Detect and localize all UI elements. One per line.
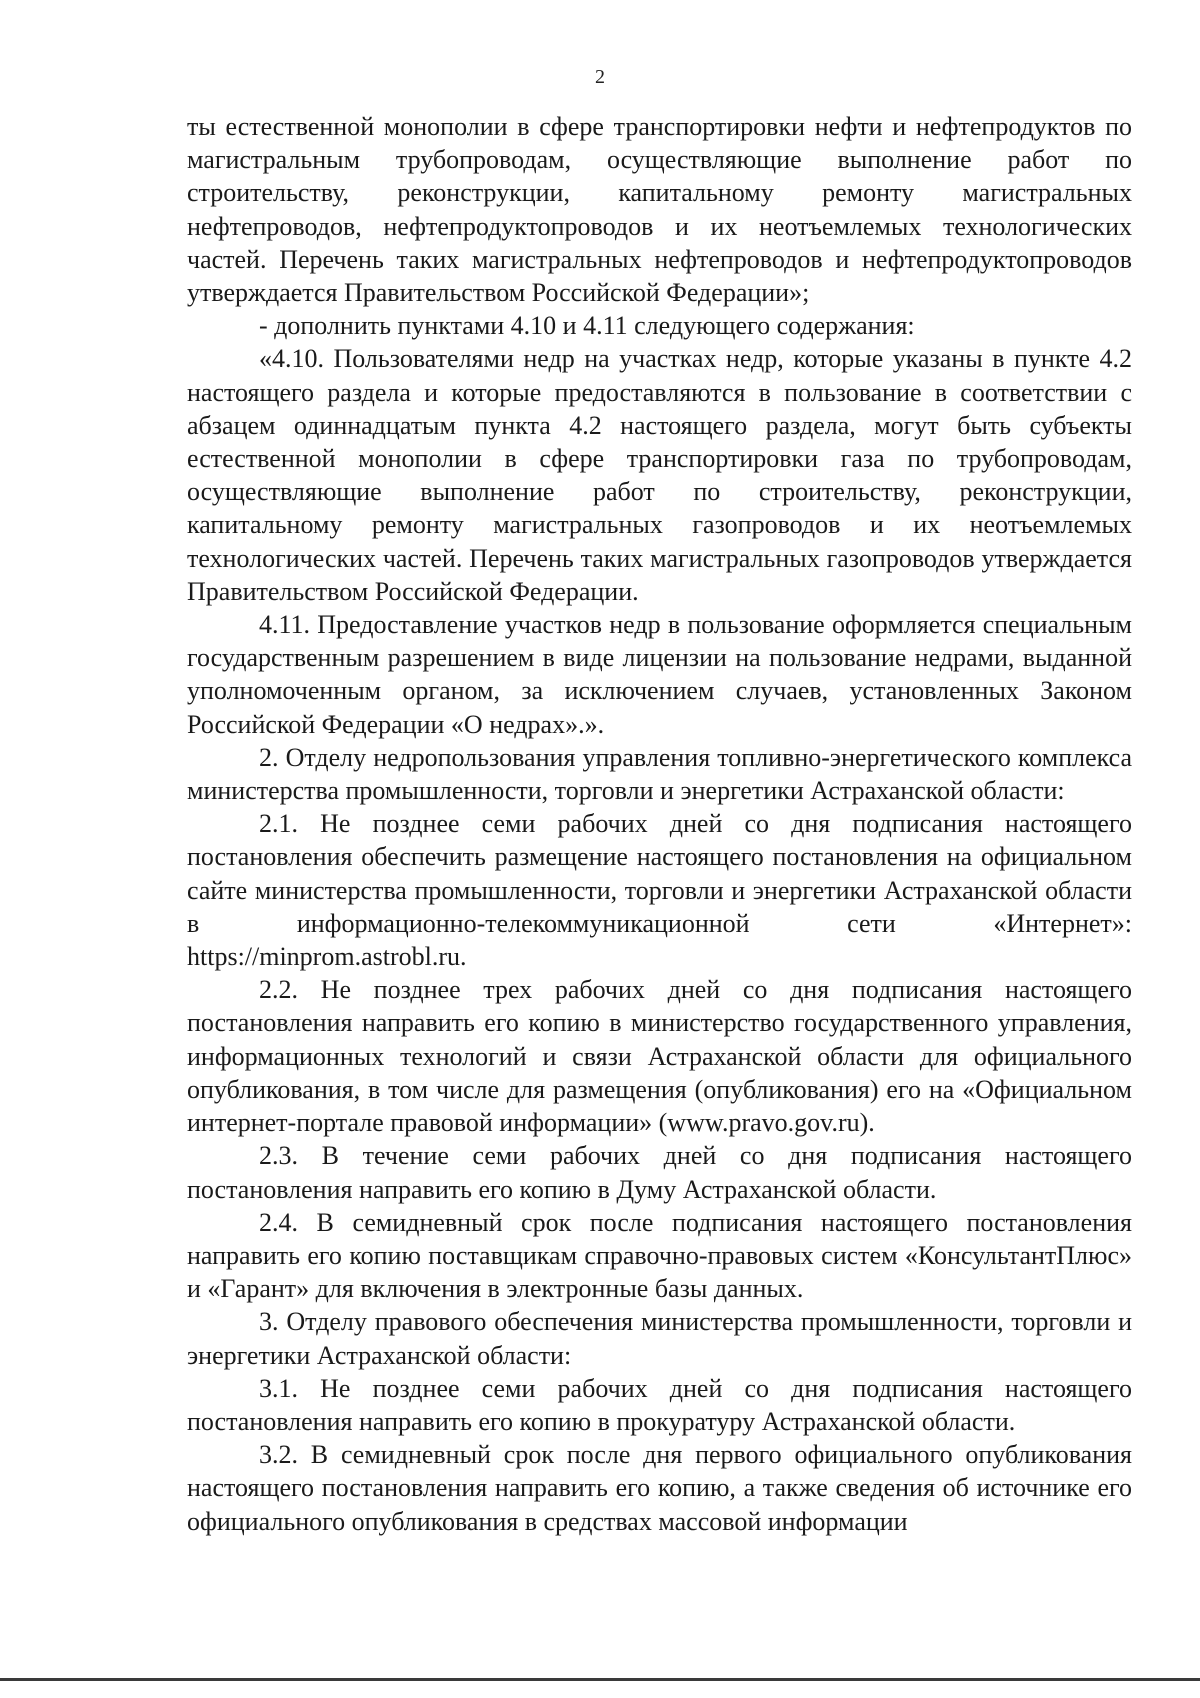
- paragraph-continuation: ты естественной монополии в сфере транспортировки нефти и нефтепродуктов по магистральным трубопроводам, осуществляющие выполнение работ по строительству, реконструкции, капитальному ремонту магистральных нефтепроводов, нефтепродуктопроводов и их неотъемлемых технологических частей. Перечень таких магистральных нефтепроводов и нефтепродуктопроводов утверждается Правительством Российской Федерации»;: [187, 112, 1132, 308]
- paragraph-amendment-intro: - дополнить пунктами 4.10 и 4.11 следующего содержания:: [259, 311, 915, 341]
- paragraph-3-1: 3.1. Не позднее семи рабочих дней со дня подписания настоящего постановления направить его копию в прокуратуру Астраханской области.: [187, 1373, 1132, 1436]
- paragraph-2: 2. Отделу недропользования управления топливно-энергетического комплекса министерства промышленности, торговли и энергетики Астраханской области:: [187, 742, 1132, 806]
- paragraph-3: 3. Отделу правового обеспечения министерства промышленности, торговли и энергетики Астраханской области:: [187, 1307, 1132, 1370]
- paragraph-2-4: 2.4. В семидневный срок после подписания настоящего постановления направить его копию поставщикам справочно-правовых систем «КонсультантПлюс» и «Гарант» для включения в электронные базы данных.: [187, 1207, 1132, 1304]
- paragraph-4-10: «4.10. Пользователями недр на участках недр, которые указаны в пункте 4.2 настоящего раздела и которые предоставляются в пользование в соответствии с абзацем одиннадцатым пункта 4.2 настоящего раздела, могут быть субъекты естественной монополии в сфере транспортировки газа по трубопроводам, осуществляющие выполнение работ по строительству, реконструкции, капитальному ремонту магистральных газопроводов и их неотъемлемых технологических частей. Перечень таких магистральных газопроводов утверждается Правительством Российской Федерации.: [187, 344, 1132, 606]
- page-number: 2: [595, 66, 605, 88]
- paragraph-3-2: 3.2. В семидневный срок после дня первого официального опубликования настоящего постановления направить его копию, а также сведения об источнике его официального опубликования в средствах массовой информации: [187, 1440, 1132, 1536]
- page-bottom-rule: [0, 1678, 1200, 1681]
- paragraph-2-1: 2.1. Не позднее семи рабочих дней со дня подписания настоящего постановления обеспечить размещение настоящего постановления на официальном сайте министерства промышленности, торговли и энергетики Астраханской области в информационно-телекоммуникационной сети «Интернет»: https://minprom.astrobl.ru.: [187, 809, 1132, 972]
- paragraph-2-3: 2.3. В течение семи рабочих дней со дня подписания настоящего постановления направить его копию в Думу Астраханской области.: [187, 1141, 1132, 1204]
- paragraph-4-11: 4.11. Предоставление участков недр в пользование оформляется специальным государственным разрешением в виде лицензии на пользование недрами, выданной уполномоченным органом, за исключением случаев, установленных Законом Российской Федерации «О недрах».».: [187, 610, 1132, 739]
- paragraph-2-2: 2.2. Не позднее трех рабочих дней со дня подписания настоящего постановления направить его копию в министерство государственного управления, информационных технологий и связи Астраханской области для официального опубликования, в том числе для размещения (опубликования) его на «Официальном интернет-портале правовой информации» (www.pravo.gov.ru).: [187, 975, 1132, 1138]
- document-body: [187, 110, 1132, 1538]
